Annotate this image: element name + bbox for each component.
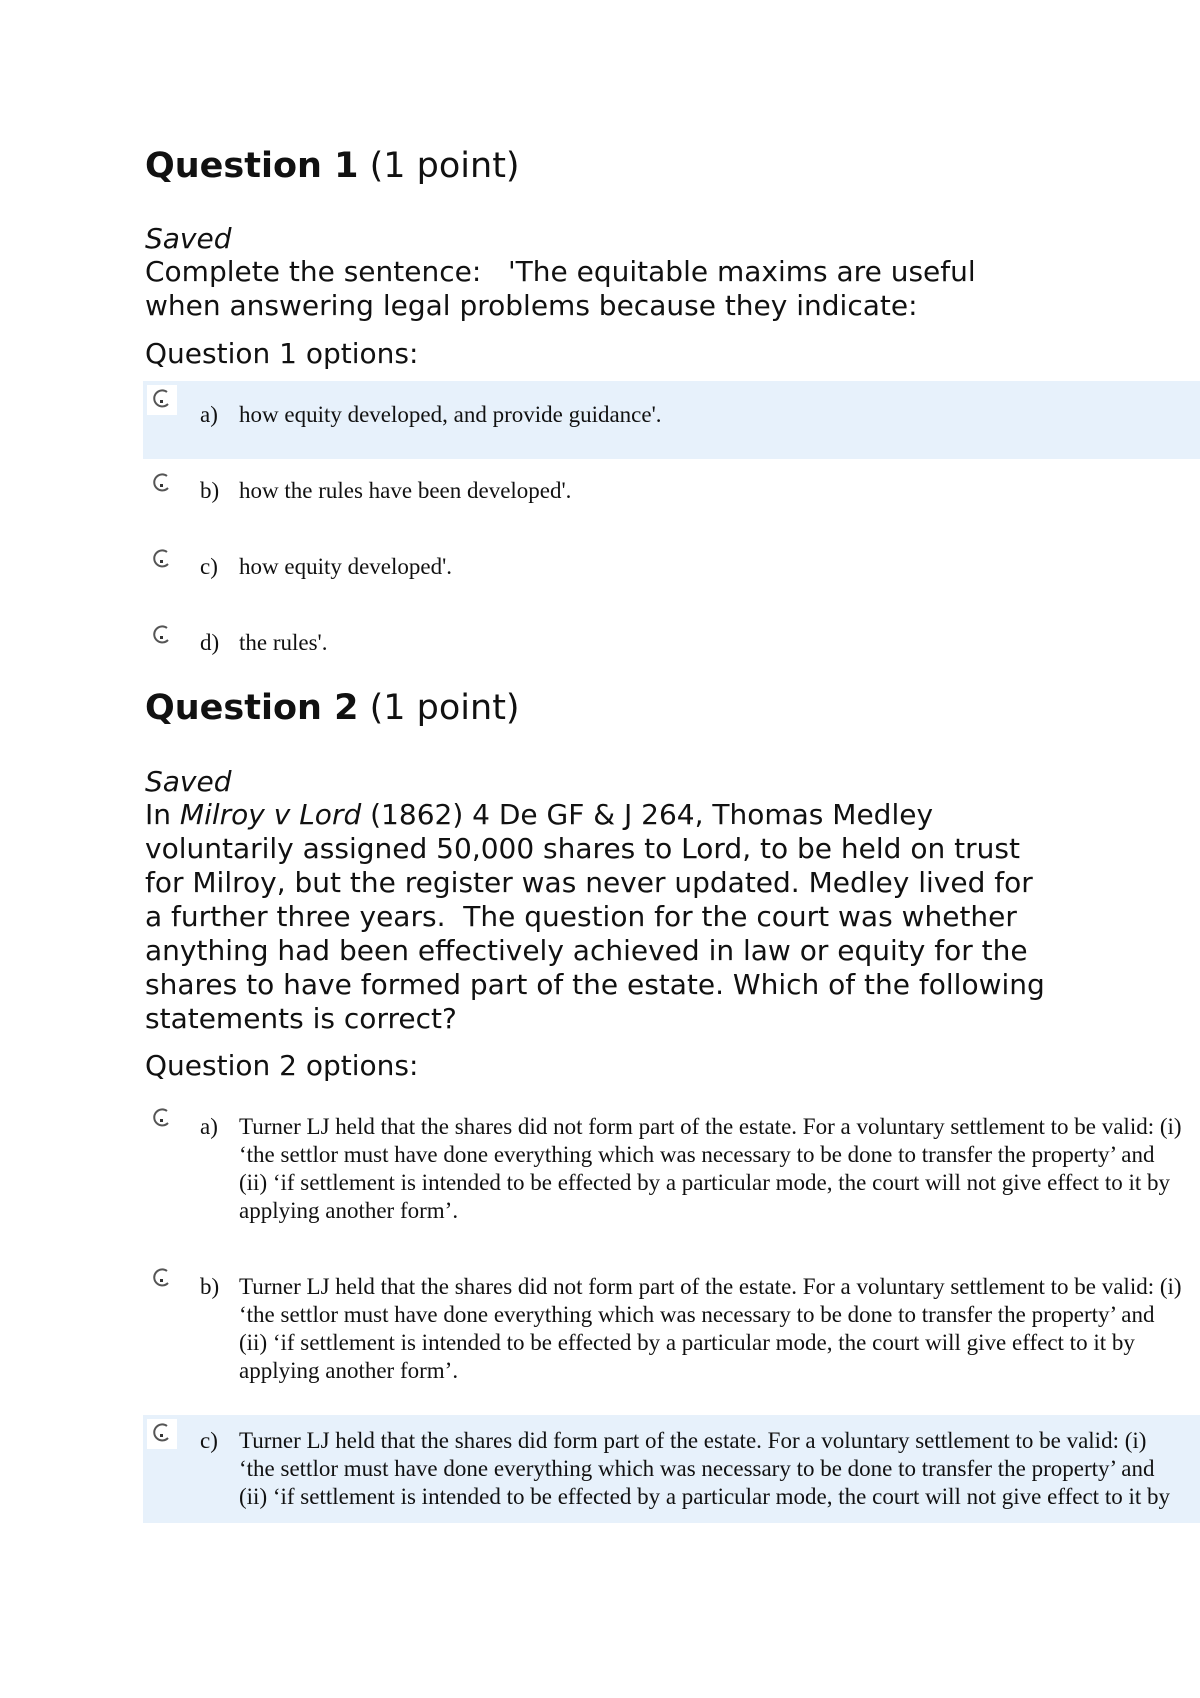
option-letter: b) — [200, 478, 220, 503]
prompt-text-after-case: (1862) 4 De GF & J 264, Thomas Medley voluntarily assigned 50,000 shares to Lord, to be held on trust for Milroy, but the register was never updated. Medley lived for a further three years. The question for the court was whether anything had been effectively achieved in law or equity for the shares to have formed part of the estate. Which of the following statements is correct? — [145, 798, 1054, 1035]
option-line: the rules'. — [239, 630, 328, 655]
question-2-status: Saved — [145, 765, 232, 798]
question-2-heading — [145, 688, 520, 728]
question-1-heading — [145, 146, 520, 186]
option-line: Turner LJ held that the shares did not form part of the estate. For a voluntary settlement to be valid: (i) — [239, 1114, 1182, 1139]
radio-button-icon[interactable] — [147, 1104, 177, 1134]
option-line: ‘the settlor must have done everything which was necessary to be done to transfer the property’ and — [239, 1302, 1155, 1327]
option-line: (ii) ‘if settlement is intended to be effected by a particular mode, the court will not give effect to it by — [239, 1170, 1170, 1195]
option-text — [239, 1113, 1200, 1225]
option-letter: b) — [200, 1274, 220, 1299]
option-text — [239, 629, 1200, 657]
question-1-option-b[interactable] — [143, 459, 1200, 535]
option-letter: d) — [200, 630, 220, 655]
option-text — [239, 1273, 1200, 1385]
option-line: (ii) ‘if settlement is intended to be effected by a particular mode, the court will not give effect to it by — [239, 1484, 1170, 1509]
question-1-points: (1 point) — [369, 146, 520, 186]
radio-button-icon[interactable] — [147, 545, 177, 575]
option-letter: a) — [200, 402, 218, 427]
question-1-prompt: Complete the sentence: 'The equitable maxims are useful when answering legal problems because they indicate: — [145, 255, 985, 322]
question-2-option-c[interactable] — [143, 1415, 1200, 1523]
option-letter: a) — [200, 1114, 218, 1139]
question-2-option-a[interactable] — [143, 1100, 1200, 1260]
prompt-text-before-case: In — [145, 798, 180, 831]
question-1-number: Question 1 — [145, 146, 359, 186]
case-name: Milroy v Lord — [179, 798, 362, 831]
option-line: how the rules have been developed'. — [239, 478, 572, 503]
option-line: Turner LJ held that the shares did not form part of the estate. For a voluntary settlement to be valid: (i) — [239, 1274, 1182, 1299]
option-line: how equity developed'. — [239, 554, 453, 579]
option-letter: c) — [200, 554, 218, 579]
question-2-option-b[interactable] — [143, 1260, 1200, 1415]
option-text — [239, 553, 1200, 581]
radio-button-icon[interactable] — [147, 1419, 177, 1449]
option-line: how equity developed, and provide guidance'. — [239, 402, 662, 427]
option-line: applying another form’. — [239, 1358, 459, 1383]
question-1-option-a[interactable] — [143, 381, 1200, 459]
radio-button-icon[interactable] — [147, 621, 177, 651]
question-1-option-c[interactable] — [143, 535, 1200, 611]
radio-button-icon[interactable] — [147, 469, 177, 499]
question-1-status: Saved — [145, 222, 232, 255]
option-line: (ii) ‘if settlement is intended to be effected by a particular mode, the court will give effect to it by — [239, 1330, 1135, 1355]
question-1-option-d[interactable] — [143, 611, 1200, 677]
option-line: Turner LJ held that the shares did form part of the estate. For a voluntary settlement to be valid: (i) — [239, 1428, 1147, 1453]
option-text — [239, 401, 1200, 429]
option-text — [239, 477, 1200, 505]
question-2-number: Question 2 — [145, 688, 359, 728]
option-line: ‘the settlor must have done everything which was necessary to be done to transfer the property’ and — [239, 1142, 1155, 1167]
option-line: ‘the settlor must have done everything which was necessary to be done to transfer the property’ and — [239, 1456, 1155, 1481]
option-text — [239, 1427, 1200, 1511]
option-line: applying another form’. — [239, 1198, 459, 1223]
radio-button-icon[interactable] — [147, 385, 177, 415]
question-2-points: (1 point) — [369, 688, 520, 728]
option-letter: c) — [200, 1428, 218, 1453]
question-1-options-label: Question 1 options: — [145, 337, 419, 370]
question-2-options-label: Question 2 options: — [145, 1049, 419, 1082]
question-2-prompt — [145, 798, 1054, 1036]
radio-button-icon[interactable] — [147, 1264, 177, 1294]
